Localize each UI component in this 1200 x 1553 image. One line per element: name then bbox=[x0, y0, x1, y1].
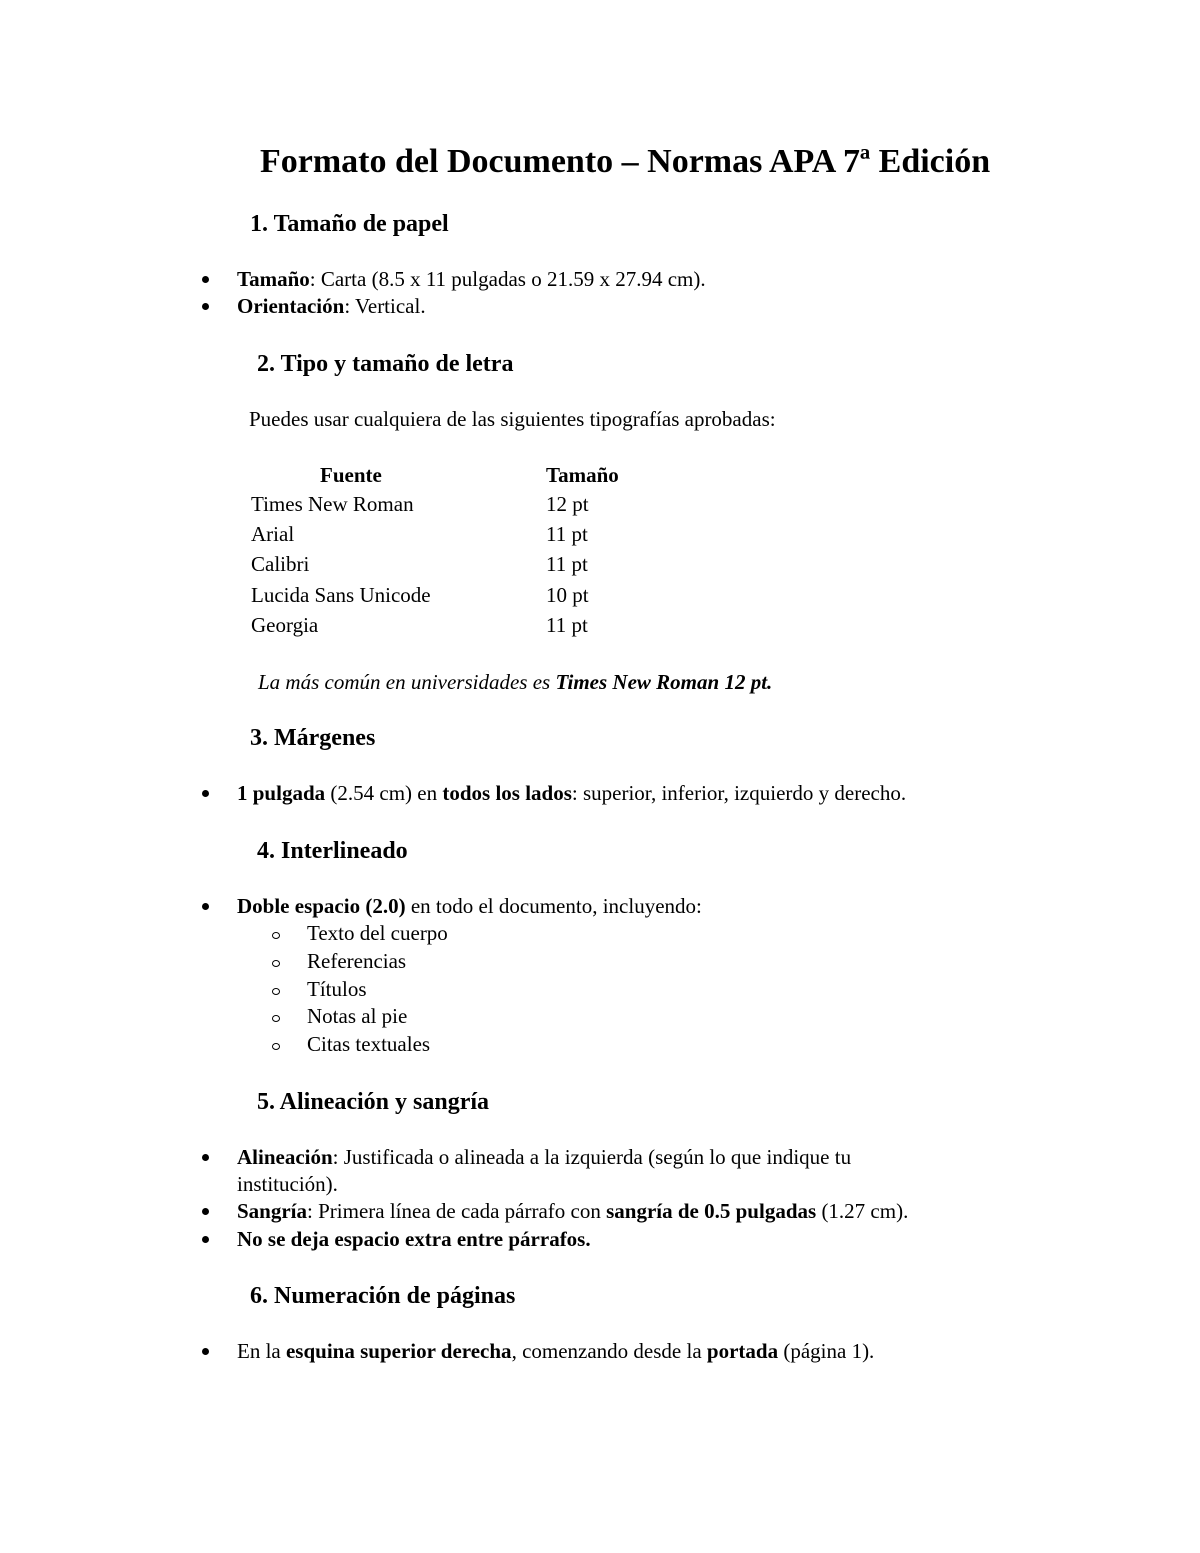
table-cell-font: Times New Roman bbox=[251, 492, 414, 516]
circle-bullet-icon bbox=[272, 960, 280, 967]
table-cell-font: Calibri bbox=[251, 552, 310, 576]
bullet-icon bbox=[202, 903, 209, 910]
sub-list-item: Notas al pie bbox=[307, 1004, 408, 1028]
table-cell-font: Lucida Sans Unicode bbox=[251, 583, 431, 607]
bullet-alignment: Alineación: Justificada o alineada a la izquierda (según lo que indique tu bbox=[237, 1145, 852, 1169]
bullet-alignment-continuation: institución). bbox=[237, 1172, 338, 1196]
sub-list-item: Referencias bbox=[307, 949, 407, 973]
table-cell-size: 11 pt bbox=[546, 522, 588, 546]
table-cell-size: 12 pt bbox=[546, 492, 589, 516]
circle-bullet-icon bbox=[272, 988, 280, 995]
section-heading-spacing: 4. Interlineado bbox=[257, 838, 408, 864]
section-heading-paper-size: 1. Tamaño de papel bbox=[250, 211, 449, 237]
table-cell-size: 10 pt bbox=[546, 583, 589, 607]
section-heading-alignment: 5. Alineación y sangría bbox=[257, 1089, 490, 1115]
bullet-icon bbox=[202, 303, 209, 310]
section-heading-font: 2. Tipo y tamaño de letra bbox=[257, 351, 514, 377]
sub-list-item: Títulos bbox=[307, 977, 367, 1001]
bullet-icon bbox=[202, 276, 209, 283]
font-intro-text: Puedes usar cualquiera de las siguientes tipografías aprobadas: bbox=[249, 407, 776, 431]
bullet-indent: Sangría: Primera línea de cada párrafo con sangría de 0.5 pulgadas (1.27 cm). bbox=[237, 1199, 909, 1223]
table-cell-font: Georgia bbox=[251, 613, 319, 637]
font-note: La más común en universidades es Times New Roman 12 pt. bbox=[258, 670, 773, 694]
bullet-paper-size: Tamaño: Carta (8.5 x 11 pulgadas o 21.59 x 27.94 cm). bbox=[237, 267, 706, 291]
table-cell-font: Arial bbox=[251, 522, 295, 546]
bullet-icon bbox=[202, 1236, 209, 1243]
bullet-icon bbox=[202, 1348, 209, 1355]
table-header-font: Fuente bbox=[320, 463, 382, 487]
bullet-orientation: Orientación: Vertical. bbox=[237, 294, 426, 318]
bullet-margins: 1 pulgada (2.54 cm) en todos los lados: superior, inferior, izquierdo y derecho. bbox=[237, 781, 907, 805]
circle-bullet-icon bbox=[272, 1043, 280, 1050]
circle-bullet-icon bbox=[272, 1015, 280, 1022]
bullet-no-extra-space: No se deja espacio extra entre párrafos. bbox=[237, 1227, 591, 1251]
section-heading-page-numbers: 6. Numeración de páginas bbox=[250, 1283, 516, 1309]
bullet-icon bbox=[202, 1208, 209, 1215]
sub-list-item: Texto del cuerpo bbox=[307, 921, 448, 945]
bullet-page-numbers: En la esquina superior derecha, comenzando desde la portada (página 1). bbox=[237, 1339, 875, 1363]
table-header-size: Tamaño bbox=[546, 463, 619, 487]
document-title: Formato del Documento – Normas APA 7ª Edición bbox=[260, 143, 991, 180]
bullet-double-space: Doble espacio (2.0) en todo el documento, incluyendo: bbox=[237, 894, 702, 918]
sub-list-item: Citas textuales bbox=[307, 1032, 431, 1056]
table-cell-size: 11 pt bbox=[546, 552, 588, 576]
circle-bullet-icon bbox=[272, 932, 280, 939]
table-cell-size: 11 pt bbox=[546, 613, 588, 637]
bullet-icon bbox=[202, 1154, 209, 1161]
bullet-icon bbox=[202, 790, 209, 797]
section-heading-margins: 3. Márgenes bbox=[250, 725, 376, 751]
